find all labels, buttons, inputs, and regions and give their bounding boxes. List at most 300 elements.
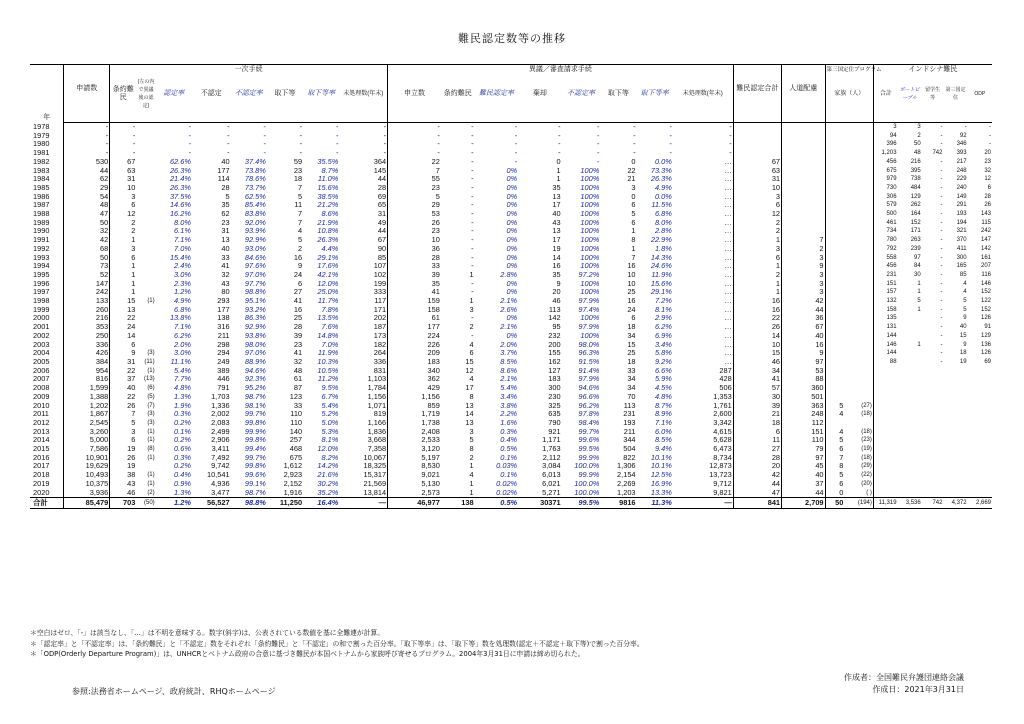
cell-aw: 16 <box>627 296 636 306</box>
cell-cv: 12 <box>110 210 137 219</box>
cell-rsf <box>844 314 873 323</box>
cell-app: 530 <box>95 156 109 166</box>
cell-hum: 9 <box>782 262 826 271</box>
cell-tot <box>733 140 781 149</box>
cell-arr: 0.1% <box>500 470 518 480</box>
cell-ds: 5,271 <box>542 487 561 497</box>
cell-acv: - <box>471 252 474 262</box>
cell-arr: 0.02% <box>496 478 518 488</box>
cell-st: - <box>940 158 943 165</box>
cell-nr: 177 <box>217 304 230 314</box>
cell-rs <box>825 314 844 323</box>
cell-tot: 46 <box>733 358 781 367</box>
cell-y: 1999 <box>30 306 64 315</box>
cell-wd: 1,612 <box>283 461 303 471</box>
cell-aw: - <box>633 122 636 131</box>
cell-awr: 0.0% <box>654 191 672 201</box>
cell-it: 146 <box>873 341 897 350</box>
cell-ds: 2,112 <box>542 452 561 462</box>
cell-nrr: 95.1% <box>244 296 266 306</box>
cell-tot: 42 <box>733 471 781 480</box>
cell-ds: 127 <box>548 365 561 375</box>
cell-acv: 4 <box>469 470 474 480</box>
cell-cv: 63 <box>110 167 137 176</box>
withdrawal-rate-header: 取下等率 <box>307 90 336 97</box>
cell-app: 42 <box>100 235 109 245</box>
cell-arr: 2.1% <box>500 322 518 332</box>
table-row <box>30 132 992 141</box>
cell-dsr: 100% <box>580 278 600 288</box>
cell-app: - <box>105 122 109 131</box>
cell-nr: 32 <box>221 269 230 279</box>
cell-bp: 239 <box>910 245 921 252</box>
cell-ap: … <box>724 339 732 349</box>
cell-bp: 1 <box>917 341 921 348</box>
cell-dsr: 97.8% <box>578 409 600 419</box>
cell-ap: 12,873 <box>709 461 732 471</box>
cell-tc <box>943 410 967 419</box>
cell-dsr: 100% <box>580 243 600 253</box>
cell-dsr: 94.6% <box>578 383 600 393</box>
cell-arr: 0% <box>506 278 518 288</box>
cell-app: - <box>105 139 109 149</box>
cell-af: 26 <box>388 219 441 228</box>
cell-acv: - <box>471 226 474 236</box>
cell-af: 10 <box>388 236 441 245</box>
cell-it: 792 <box>873 245 897 254</box>
cell-pd: 171 <box>373 304 387 314</box>
cell-nr: 2,002 <box>211 409 230 419</box>
cell-pd: - <box>383 122 387 131</box>
cell-wdr: 13.5% <box>317 313 339 323</box>
cell-hum: 16 <box>782 341 826 350</box>
cell-af: 33 <box>388 262 441 271</box>
cell-awr: 8.7% <box>654 400 672 410</box>
cell-af: 29 <box>388 201 441 210</box>
cell-wd: 41 <box>293 348 303 358</box>
cell-cvn: (1) <box>147 367 155 374</box>
cell-ds: 14 <box>552 252 561 262</box>
cell-odp <box>968 419 992 428</box>
cell-awr: 16.9% <box>650 478 672 488</box>
cell-cvn <box>136 262 155 271</box>
cell-af: 9,021 <box>388 471 441 480</box>
cell-app: 1,388 <box>89 391 109 401</box>
cell-ap: … <box>724 348 732 358</box>
cell-aw: 18 <box>627 322 636 332</box>
cell-wdr: 11.2% <box>317 374 339 384</box>
cell-nrr: 92.9% <box>244 235 266 245</box>
cell-nr: 2,499 <box>211 426 230 436</box>
cell-y: 2003 <box>30 341 64 350</box>
cell-rr: 0.1% <box>174 426 191 436</box>
cell-rs <box>825 149 844 158</box>
cell-app: 52 <box>100 269 109 279</box>
cell-odp: 115 <box>981 219 991 226</box>
cell-tc: 18 <box>959 350 967 357</box>
cell-ap: 2,600 <box>713 409 732 419</box>
cell-wd: 1,916 <box>283 487 303 497</box>
first-stage-header: 一次手続 <box>234 65 263 73</box>
cell-arr: 0.02% <box>496 487 518 497</box>
cell-cvn: (1) <box>147 298 155 305</box>
cell-rr: 3.0% <box>174 269 191 279</box>
cell-arr: 0% <box>506 226 518 236</box>
cell-nr: - <box>227 148 230 158</box>
cell-tot: 1 <box>733 262 781 271</box>
cell-y: 2011 <box>30 410 64 419</box>
cell-dsr: 100% <box>580 261 600 271</box>
cell-hum: 3 <box>782 288 826 297</box>
cell-pd: 31 <box>377 209 387 219</box>
cell-rsf: (18) <box>861 454 872 461</box>
cell-ds: 9 <box>556 278 561 288</box>
cell-dsr: 100% <box>580 174 600 184</box>
cell-ap: … <box>724 330 732 340</box>
cell-ap: … <box>724 156 732 166</box>
cell-tc <box>943 471 967 480</box>
cell-af: 177 <box>388 323 441 332</box>
cell-y: 2014 <box>30 436 64 445</box>
cell-cvn: (3) <box>147 350 155 357</box>
cell-tc: 5 <box>963 298 967 305</box>
cell-wd: 2 <box>297 243 303 253</box>
cell-nr: 114 <box>217 174 230 184</box>
cell-rs <box>825 236 844 245</box>
indochina-header: インドシナ難民 <box>908 65 958 73</box>
cell-tc: - <box>964 124 967 130</box>
cell-ap: … <box>724 209 732 219</box>
cell-y: 1982 <box>30 158 64 167</box>
cell-y: 1980 <box>30 140 64 149</box>
cell-aw: 6 <box>631 313 636 323</box>
cell-aw: 8 <box>631 235 636 245</box>
cell-it: 158 <box>873 306 897 315</box>
cell-pd: 117 <box>374 296 387 306</box>
cell-arr: 0.5% <box>500 444 518 454</box>
cell-tot: 3 <box>733 193 781 202</box>
cell-arr: 0% <box>506 217 518 227</box>
cell-wd: 123 <box>289 391 303 401</box>
cell-y: 2020 <box>30 489 64 498</box>
cell-awr: 9.4% <box>654 444 672 454</box>
cell-dsr: 97.2% <box>578 269 600 279</box>
cell-cv: 7 <box>110 410 137 419</box>
cell-it <box>873 462 897 471</box>
cell-awr: 10.1% <box>650 461 672 471</box>
cell-tc <box>943 367 967 376</box>
cell-y: 2010 <box>30 402 64 411</box>
cell-cv: 1 <box>110 236 137 245</box>
cell-af: 41 <box>388 288 441 297</box>
cell-app: 384 <box>95 356 109 366</box>
cell-arr: 0% <box>506 174 518 184</box>
cell-ap: … <box>724 174 732 184</box>
cell-rr: 1.2% <box>174 287 191 297</box>
cell-bp: 129 <box>910 193 921 200</box>
cell-wd: 7 <box>297 209 303 219</box>
cell-dsr: 100% <box>580 217 600 227</box>
cell-awr: 6.8% <box>654 209 672 219</box>
cell-awr: 13.3% <box>650 487 672 497</box>
cell-rs <box>825 245 844 254</box>
cell-y: 2017 <box>30 462 64 471</box>
cell-pd: - <box>383 139 387 149</box>
cell-tot: 31 <box>733 175 781 184</box>
cell-wdr: 8.1% <box>321 435 339 445</box>
cell-pd: 65 <box>377 200 387 210</box>
cell-aw: 6 <box>631 217 636 227</box>
cell-app: 48 <box>100 200 109 210</box>
cell-hum: 7 <box>782 236 826 245</box>
cell-rr: 1.2% <box>156 498 192 509</box>
cell-arr: 3.4% <box>500 391 518 401</box>
cell-y: 2015 <box>30 445 64 454</box>
cell-rsf: (22) <box>861 472 872 479</box>
cell-wdr: 8.6% <box>321 209 339 219</box>
cell-wd: 5 <box>297 191 303 201</box>
cell-cv: 43 <box>110 480 137 489</box>
cell-cv: 31 <box>110 358 137 367</box>
cell-nrr: 99.8% <box>244 435 266 445</box>
cell-tot: 21 <box>733 410 781 419</box>
cell-dsr: 99.5% <box>562 498 601 509</box>
cell-cvn: (1) <box>147 437 155 444</box>
cell-cvn: (11) <box>144 358 155 365</box>
cell-pd: 85 <box>377 252 387 262</box>
cell-tc: 9 <box>963 341 967 348</box>
cell-dsr: 100% <box>580 235 600 245</box>
cell-bp <box>898 471 922 480</box>
cell-rr: 3.0% <box>174 348 191 358</box>
cell-bp: 50 <box>914 141 921 148</box>
footnote: ＊空白はゼロ、「-」は該当なし、「…」は不明を意味する。数字(斜字)は、公表されている数値を基に全難連が計算。 <box>30 629 385 637</box>
cell-wdr: - <box>335 130 339 140</box>
cell-nrr: 93.2% <box>244 304 266 314</box>
cell-bp <box>898 489 922 498</box>
cell-y: 2008 <box>30 384 64 393</box>
cell-aw: 6 <box>631 200 636 210</box>
cell-af: - <box>388 149 441 158</box>
cell-it: 157 <box>873 288 897 297</box>
cell-y: 1995 <box>30 271 64 280</box>
cell-rs: 4 <box>825 410 844 419</box>
cell-tc: 4 <box>963 289 967 296</box>
cell-pd: 831 <box>373 365 387 375</box>
cell-ds: 35 <box>552 269 561 279</box>
total-row <box>30 498 992 509</box>
cell-y: 1994 <box>30 262 64 271</box>
cell-rr: 4.9% <box>174 296 191 306</box>
cell-odp: 207 <box>980 263 991 270</box>
cell-nrr: 85.4% <box>244 200 266 210</box>
cell-hum: 97 <box>782 358 826 367</box>
cell-cvn <box>136 132 155 141</box>
cell-it: 94 <box>873 132 897 141</box>
cell-rs: 0 <box>825 489 844 498</box>
cell-ap: 13,723 <box>709 470 732 480</box>
cell-af: 5,130 <box>388 480 441 489</box>
cell-it <box>873 436 897 445</box>
cell-wdr: 35.5% <box>317 156 339 166</box>
cell-dsr: 100% <box>580 226 600 236</box>
cell-ds: 13 <box>552 191 561 201</box>
cell-rr: 16.2% <box>169 209 191 219</box>
cell-wdr: 12.0% <box>317 444 339 454</box>
cell-odp: 136 <box>980 341 991 348</box>
cell-cvn <box>136 149 155 158</box>
cell-ap: 9,821 <box>713 487 732 497</box>
cell-cvn <box>136 280 155 289</box>
cell-rsf <box>844 132 873 141</box>
cell-cvn: (1) <box>147 472 155 479</box>
cell-arr: - <box>514 122 518 131</box>
cell-dsr: - <box>596 156 600 166</box>
cell-ap: 506 <box>719 383 732 393</box>
cell-rs <box>825 132 844 141</box>
cell-acv: - <box>471 330 474 340</box>
cell-nrr: 88.9% <box>244 356 266 366</box>
cell-aw: 1 <box>631 226 636 236</box>
appeal-recognition-rate-header: 難民認定率 <box>478 90 514 97</box>
cell-it: 456 <box>873 158 897 167</box>
cell-cvn <box>136 306 155 315</box>
cell-rr: 0.2% <box>174 435 191 445</box>
cell-ds: 46 <box>552 296 561 306</box>
cell-pd: — <box>339 498 387 509</box>
cell-af: 183 <box>388 358 441 367</box>
cell-rsf <box>844 323 873 332</box>
resettlement-family-header: 家族（人） <box>834 91 865 97</box>
cell-wdr: 30.2% <box>317 478 339 488</box>
cell-rsf <box>844 158 873 167</box>
cell-odp <box>968 445 992 454</box>
cell-arr: 1.6% <box>500 417 518 427</box>
cell-arr: 0.5% <box>475 498 519 509</box>
cell-awr: 6.2% <box>654 322 672 332</box>
cell-nrr: 93.9% <box>244 226 266 236</box>
cell-acv: 2 <box>469 322 474 332</box>
cell-rsf: (19) <box>861 446 872 453</box>
cell-rr: 6.8% <box>174 304 191 314</box>
cell-app: 1,599 <box>89 383 109 393</box>
cell-cv: 46 <box>110 489 137 498</box>
cell-ds: 95 <box>552 322 561 332</box>
cell-acv: - <box>471 278 474 288</box>
cell-tot: 67 <box>733 158 781 167</box>
cell-bp: 84 <box>914 263 921 270</box>
cell-bp <box>898 419 922 428</box>
cell-rsf <box>844 184 873 193</box>
cell-acv: 2 <box>469 452 474 462</box>
cell-bp <box>898 384 922 393</box>
cell-odp <box>968 480 992 489</box>
cell-tot: 16 <box>733 306 781 315</box>
cell-acv: - <box>471 209 474 219</box>
cell-rs <box>825 262 844 271</box>
cell-hum: 88 <box>782 375 826 384</box>
cell-rr: 0.3% <box>174 452 191 462</box>
cell-tc: 194 <box>956 219 967 226</box>
cell-rs: 6 <box>825 480 844 489</box>
cell-dsr: 96.2% <box>578 400 600 410</box>
cell-app: 1,867 <box>89 409 109 419</box>
cell-nrr: 97.0% <box>244 348 266 358</box>
cell-af: 7 <box>388 167 441 176</box>
cell-pd: 102 <box>373 269 387 279</box>
cell-rr: - <box>188 130 191 140</box>
cell-rr: 7.1% <box>174 235 191 245</box>
cell-ds: 40 <box>552 209 561 219</box>
cell-ap: 6,473 <box>713 444 732 454</box>
cell-st: - <box>940 280 943 287</box>
cell-rr: 26.3% <box>169 182 191 192</box>
cell-pd: 90 <box>377 243 387 253</box>
cell-rr: - <box>188 148 191 158</box>
cell-nr: 40 <box>221 156 230 166</box>
cell-ds: 230 <box>548 391 561 401</box>
cell-rr: 7.0% <box>174 243 191 253</box>
cell-cvn <box>136 245 155 254</box>
cell-dsr: 98.0% <box>578 339 600 349</box>
cell-rs <box>825 193 844 202</box>
cell-tc: 19 <box>959 358 967 365</box>
cell-st: - <box>940 202 943 209</box>
cell-aw: 504 <box>623 444 636 454</box>
cell-nrr: 84.6% <box>244 252 266 262</box>
cell-wd: 140 <box>289 426 303 436</box>
cell-awr: 11.5% <box>651 200 672 210</box>
cell-it: 151 <box>873 280 897 289</box>
dismissed-rate-header: 不認定率 <box>566 90 595 97</box>
cell-st: 742 <box>932 150 943 157</box>
table-row <box>30 123 992 132</box>
cell-wd: 41 <box>293 296 303 306</box>
cell-ap: - <box>729 139 732 149</box>
cell-st <box>922 375 944 384</box>
convention-note-header: (左の内で異議後の認定) <box>137 79 155 109</box>
year-header: 年 <box>43 113 51 121</box>
cell-ds: 300 <box>548 383 561 393</box>
cell-tot: 841 <box>733 498 781 509</box>
cell-pd: 18,325 <box>363 461 387 471</box>
cell-ap: … <box>724 322 732 332</box>
cell-cv: - <box>110 123 137 132</box>
cell-awr: 11.3% <box>637 498 673 509</box>
cell-ap: … <box>724 252 732 262</box>
cell-y: 2005 <box>30 358 64 367</box>
cell-pd: 364 <box>373 156 387 166</box>
resettlement-header: 第三国定住プログラム <box>826 66 882 73</box>
cell-pd: 1,836 <box>367 426 387 436</box>
cell-wd: 110 <box>290 409 303 419</box>
cell-ds: - <box>558 148 561 158</box>
cell-rs <box>825 123 844 132</box>
cell-st: - <box>940 289 943 296</box>
cell-nrr: 99.8% <box>244 461 266 471</box>
cell-cvn: (7) <box>147 402 155 409</box>
cell-dsr: 98.4% <box>578 417 600 427</box>
cell-it: 979 <box>873 175 897 184</box>
cell-nrr: 86.3% <box>244 313 266 323</box>
cell-af: 23 <box>388 184 441 193</box>
cell-rsf <box>844 210 873 219</box>
cell-aw: 822 <box>623 452 636 462</box>
appeal-withdrawal-rate-header: 取下等率 <box>640 90 669 97</box>
cell-nrr: 83.8% <box>244 209 266 219</box>
cell-acv: 1 <box>469 478 474 488</box>
cell-bp: 152 <box>910 219 921 226</box>
